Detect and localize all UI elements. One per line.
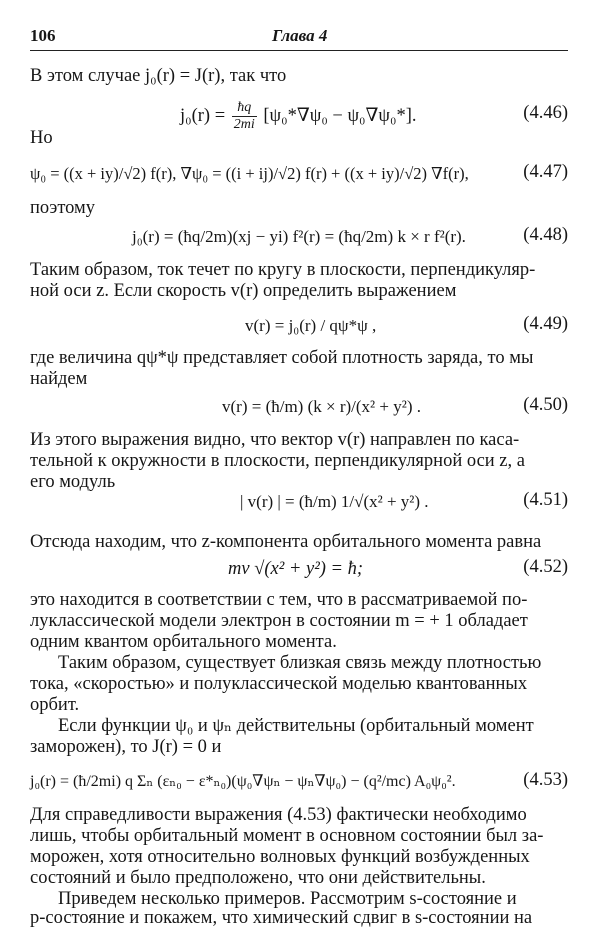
text-line: где величина qψ*ψ представляет собой плотность заряда, то мы	[30, 348, 534, 368]
equation-4-46	[180, 100, 416, 133]
text-line: ной оси z. Если скорость v(r) определить выражением	[30, 281, 457, 301]
equation-4-47: ψ₀ = ((x + iy)/√2) f(r), ∇ψ₀ = ((i + ij)/√2) f(r) + ((x + iy)/√2) ∇f(r),	[30, 164, 469, 183]
eq446-lhs: j₀(r) =	[180, 105, 226, 126]
page-number: 106	[30, 26, 56, 45]
text-line: состояний и было предположено, что они действительны.	[30, 868, 486, 888]
text-line: луклассической модели электрон в состоянии m = + 1 обладает	[30, 611, 528, 631]
eq446-fraction	[232, 100, 257, 133]
header-rule	[30, 50, 568, 51]
equation-4-53: j₀(r) = (ħ/2mi) q Σₙ (εₙ₀ − ε*ₙ₀)(ψ₀∇ψₙ − ψₙ∇ψ₀) − (q²/mc) A₀ψ₀².	[30, 773, 456, 790]
eq446-numerator: ħq	[232, 100, 257, 117]
equation-number: (4.46)	[523, 103, 568, 123]
text-line: его модуль	[30, 472, 116, 492]
equation-4-50: v(r) = (ħ/m) (k × r)/(x² + y²) .	[222, 397, 421, 416]
text-line: тока, «скоростью» и полуклассической моделью квантованных	[30, 674, 528, 694]
equation-4-51: | v(r) | = (ħ/m) 1/√(x² + y²) .	[240, 492, 429, 511]
text-line: это находится в соответствии с тем, что в рассматриваемой по-	[30, 590, 528, 610]
text-line: лишь, чтобы орбитальный момент в основном состоянии был за-	[30, 826, 544, 846]
equation-number: (4.53)	[523, 770, 568, 790]
eq446-denominator: 2mi	[233, 117, 255, 132]
equation-number: (4.49)	[523, 314, 568, 334]
text-line: Для справедливости выражения (4.53) фактически необходимо	[30, 805, 527, 825]
text-line: Но	[30, 128, 53, 148]
equation-number: (4.48)	[523, 225, 568, 245]
text-line: Таким образом, существует близкая связь между плотностью	[58, 653, 542, 673]
eq446-rhs: [ψ₀*∇ψ₀ − ψ₀∇ψ₀*].	[263, 105, 417, 126]
text-line: тельной к окружности в плоскости, перпендикулярной оси z, а	[30, 451, 525, 471]
text-line: найдем	[30, 369, 88, 389]
text-line: поэтому	[30, 198, 96, 218]
text-line: В этом случае j₀(r) = J(r), так что	[30, 66, 287, 86]
text-line: морожен, хотя относительно волновых функций возбужденных	[30, 847, 530, 867]
text-line: Если функции ψ₀ и ψₙ действительны (орбитальный момент	[58, 716, 534, 736]
equation-4-49: v(r) = j₀(r) / qψ*ψ ,	[245, 316, 377, 335]
equation-number: (4.52)	[523, 557, 568, 577]
text-line: заморожен), то J(r) = 0 и	[30, 737, 222, 757]
text-line: p-состояние и покажем, что химический сдвиг в s-состоянии на	[30, 908, 533, 928]
text-line: Отсюда находим, что z-компонента орбитального момента равна	[30, 532, 542, 552]
text-line: одним квантом орбитального момента.	[30, 632, 337, 652]
text-line: Приведем несколько примеров. Рассмотрим s-состояние и	[58, 889, 517, 909]
text-line: Из этого выражения видно, что вектор v(r) направлен по каса-	[30, 430, 520, 450]
text-line: орбит.	[30, 695, 80, 715]
equation-number: (4.50)	[523, 395, 568, 415]
equation-number: (4.47)	[523, 162, 568, 182]
equation-4-48: j₀(r) = (ħq/2m)(xj − yi) f²(r) = (ħq/2m) k × r f²(r).	[132, 227, 466, 246]
running-head: Глава 4	[272, 26, 328, 45]
equation-4-52: mv √(x² + y²) = ħ;	[228, 559, 364, 579]
equation-number: (4.51)	[523, 490, 568, 510]
text-line: Таким образом, ток течет по кругу в плоскости, перпендикуляр-	[30, 260, 536, 280]
